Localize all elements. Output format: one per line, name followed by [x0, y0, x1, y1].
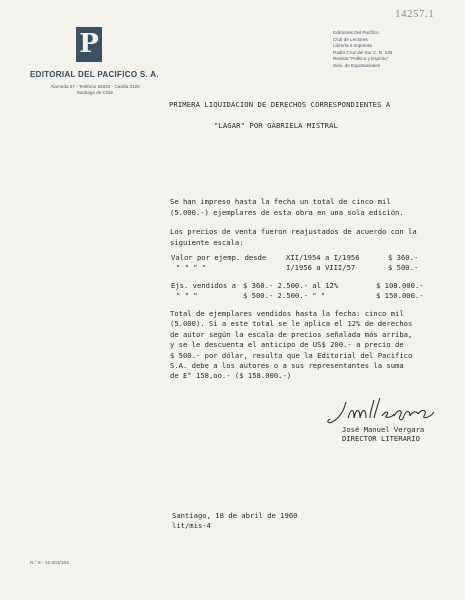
publisher-city: Santiago de Chile — [76, 90, 114, 95]
service-item: Ediciones Del Pacífico — [333, 30, 379, 35]
publisher-address: Alameda 57 - Teléfono 62833 - Casilla 3126 — [50, 84, 140, 89]
price-row-label: Valor por ejemp. desde — [171, 253, 267, 262]
handwritten-signature — [318, 394, 438, 428]
paragraph-3-line: de E° 158,oo.- ($ 158.000.-) — [170, 371, 292, 381]
publisher-address-block — [30, 84, 160, 96]
paragraph-2-line: Los precios de venta fueron reajustados de acuerdo con la — [170, 227, 417, 236]
price-row-amount: $ 500.- — [388, 263, 419, 272]
sales-row-amount: $ 108.000.- — [376, 281, 424, 290]
paragraph-2-line: siguiente escala: — [170, 237, 244, 247]
document-title-line1: PRIMERA LIQUIDACION DE DERECHOS CORRESPONDIENTES A — [169, 100, 391, 109]
sales-row-calc: $ 360.- 2.500.- al 12% — [243, 281, 339, 290]
paragraph-3-line: S.A. debe a los autores o a sus representantes la suma — [170, 361, 404, 370]
document-title-line2: "LAGAR" POR GABRIELA MISTRAL — [214, 121, 338, 130]
paragraph-1-line: Se han impreso hasta la fecha un total de cinco mil — [170, 197, 391, 206]
service-item: Serv. de Exportaciones — [333, 62, 381, 68]
reference-initials: lit/mis-4 — [172, 521, 211, 530]
service-item: Librería e Imprenta — [333, 43, 372, 48]
service-item: Club de Lectores — [333, 36, 368, 42]
paragraph-3-line: $ 500.- por dólar, resulta que la Editorial del Pacifico — [170, 350, 413, 360]
publisher-name: EDITORIAL DEL PACIFICO S. A. — [30, 70, 159, 79]
sales-row-label: " " " — [176, 291, 198, 300]
signatory-name: José Manuel Vergara — [342, 425, 425, 434]
signatory-title: DIRECTOR LITERARIO — [342, 434, 420, 443]
service-item: Radio Cruz del Sur C. B. 138 — [333, 49, 393, 55]
reference-number: 14257.1 — [395, 8, 435, 20]
footer-code: N.º 8 - 12.003/104 — [30, 561, 69, 566]
sales-row-calc: $ 500.- 2.500.- " " — [243, 291, 326, 300]
paragraph-3-line: (5.000). Si a este total se le aplica el 12% de derechos — [170, 319, 413, 329]
paragraph-3-line: de autor según la escala de precios señalada más arriba, — [170, 329, 413, 339]
price-row-period: I/1956 a VIII/57 — [286, 263, 356, 272]
sales-row-amount: $ 150.000.- — [376, 291, 424, 300]
service-item: Revista "Política y Espíritu" — [333, 56, 389, 61]
paragraph-1-line: (5.000.-) ejemplares de esta obra en una sola edición. — [170, 207, 404, 217]
price-row-amount: $ 360.- — [388, 253, 419, 262]
sales-row-label: Ejs. vendidos a — [171, 281, 236, 290]
price-row-label: " " " " — [176, 263, 207, 272]
date-line: Santiago, 18 de abril de 1960 — [172, 511, 298, 520]
services-list — [333, 30, 443, 69]
price-row-period: XII/1954 a I/1956 — [286, 253, 360, 262]
publisher-logo: P — [76, 27, 102, 62]
paragraph-3-line: Total de ejemplares vendidos hasta la fecha: cinco mil — [170, 309, 404, 318]
paragraph-3-line: y se le descuenta el anticipo de US$ 200.- a precio de — [170, 340, 404, 350]
